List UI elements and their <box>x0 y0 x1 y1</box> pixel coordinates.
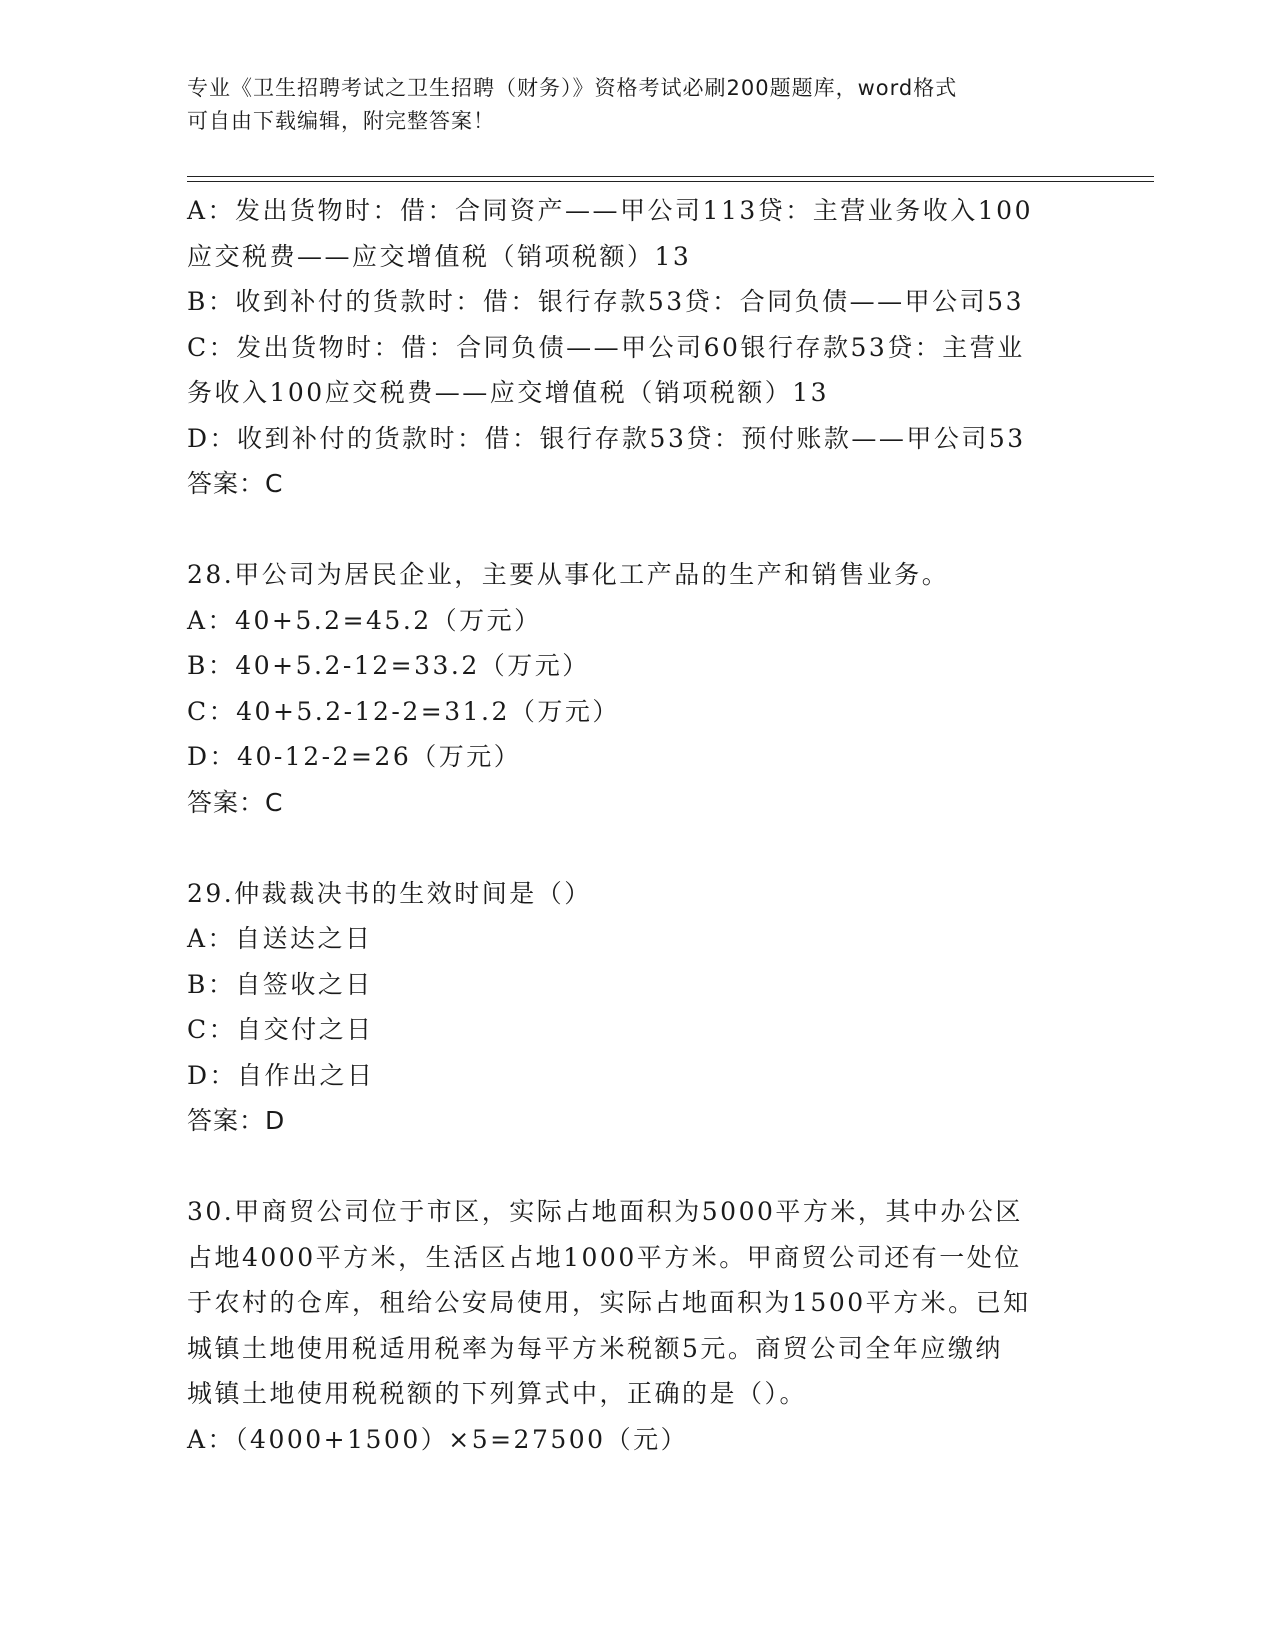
q28-option-c: C：40+5.2-12-2=31.2（万元） <box>187 696 620 726</box>
spacer <box>187 507 1087 553</box>
q28-option-a: A：40+5.2=45.2（万元） <box>187 605 542 635</box>
spacer <box>187 1144 1087 1190</box>
q29-option-d: D：自作出之日 <box>187 1060 375 1090</box>
q30-stem-line-3: 于农村的仓库，租给公安局使用，实际占地面积为1500平方米。已知 <box>187 1288 1031 1317</box>
q30-stem-line-2: 占地4000平方米，生活区占地1000平方米。甲商贸公司还有一处位 <box>187 1242 1022 1272</box>
q30-stem-line-1: 30.甲商贸公司位于市区，实际占地面积为5000平方米，其中办公区 <box>187 1197 1023 1226</box>
q29-option-b: B：自签收之日 <box>187 969 373 999</box>
q29-answer: 答案：D <box>187 1106 286 1135</box>
q28-option-d: D：40-12-2=26（万元） <box>187 742 522 771</box>
header-divider <box>187 176 1154 182</box>
q27-option-b: B：收到补付的货款时：借：银行存款53贷：合同负债——甲公司53 <box>187 287 1024 316</box>
question-30 <box>187 1189 1087 1462</box>
q28-answer: 答案：C <box>187 787 284 817</box>
q30-stem-line-5: 城镇土地使用税税额的下列算式中，正确的是（）。 <box>187 1379 808 1408</box>
q29-option-a: A：自送达之日 <box>187 924 373 953</box>
q29-stem: 29.仲裁裁决书的生效时间是（） <box>187 878 592 908</box>
header-title-line-2: 可自由下载编辑，附完整答案！ <box>187 109 495 133</box>
question-27 <box>187 188 1087 507</box>
q27-answer: 答案：C <box>187 469 284 498</box>
q27-option-d: D：收到补付的货款时：借：银行存款53贷：预付账款——甲公司53 <box>187 423 1026 453</box>
q27-option-c-line-1: C：发出货物时：借：合同负债——甲公司60银行存款53贷：主营业 <box>187 332 1025 362</box>
q27-option-a-line-1: A：发出货物时：借：合同资产——甲公司113贷：主营业务收入100 <box>187 196 1033 225</box>
document-body <box>187 188 1087 1462</box>
document-header <box>187 72 1067 138</box>
question-29 <box>187 871 1087 1144</box>
q30-stem-line-4: 城镇土地使用税适用税率为每平方米税额5元。商贸公司全年应缴纳 <box>187 1333 1003 1363</box>
header-title-line-1: 专业《卫生招聘考试之卫生招聘（财务）》资格考试必刷200题题库，word格式 <box>187 76 958 100</box>
q27-option-c-line-2: 务收入100应交税费——应交增值税（销项税额）13 <box>187 378 830 407</box>
q27-option-a-line-2: 应交税费——应交增值税（销项税额）13 <box>187 241 692 271</box>
question-28 <box>187 552 1087 825</box>
q28-stem: 28.甲公司为居民企业，主要从事化工产品的生产和销售业务。 <box>187 560 950 589</box>
spacer <box>187 825 1087 871</box>
q28-option-b: B：40+5.2-12=33.2（万元） <box>187 651 590 680</box>
q30-option-a: A：（4000+1500）×5=27500（元） <box>187 1424 689 1454</box>
q29-option-c: C：自交付之日 <box>187 1015 374 1044</box>
